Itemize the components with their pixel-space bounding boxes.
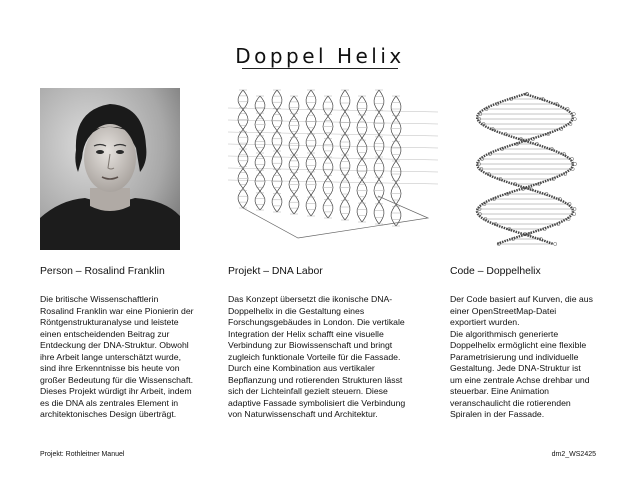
- body-line: Der Code basiert auf Kurven, die aus: [450, 294, 593, 304]
- body-line: Die algorithmisch generierte: [450, 328, 559, 339]
- body-line: Parametrisierung und individuelle: [450, 351, 579, 362]
- body-line: ihre Arbeit lange unterschätzt wurde,: [40, 351, 182, 362]
- page-title: Doppel Helix: [235, 44, 405, 68]
- body-line: Doppelhelix in die Gestaltung eines: [228, 305, 365, 316]
- body-line: Das Konzept übersetzt die ikonische DNA-: [228, 294, 393, 304]
- body-line: Die britische Wissenschaftlerin: [40, 294, 159, 304]
- column-body: [450, 294, 593, 421]
- portrait-photo: [40, 88, 180, 250]
- body-line: zugleich funktionale Vorteile für die Fassade.: [228, 351, 401, 362]
- body-line: großer Bedeutung für die Wissenschaft.: [40, 374, 194, 385]
- body-line: einen entscheidenden Beitrag zur: [40, 328, 170, 339]
- body-line: Verbindung zur Biowissenschaft und bringt: [228, 340, 393, 350]
- body-line: sind ihre Erkenntnisse bis heute von: [40, 363, 180, 373]
- body-line: sich der Lichteinfall gezielt steuern. Diese: [228, 386, 388, 396]
- title-underline: [242, 68, 398, 69]
- body-line: von Naturwissenschaft und Architektur.: [228, 409, 378, 419]
- body-line: Rosalind Franklin war eine Pionierin der: [40, 305, 194, 316]
- column-heading: Projekt – DNA Labor: [228, 266, 323, 277]
- body-line: Spiralen in der Fassade.: [450, 409, 545, 419]
- body-line: um eine zentrale Achse drehbar und: [450, 374, 590, 385]
- body-line: einer OpenStreetMap-Datei: [450, 305, 557, 316]
- body-line: architektonisches Design überträgt.: [40, 409, 177, 419]
- body-line: Bepflanzung und rotierenden Strukturen lässt: [228, 374, 403, 385]
- double-helix-drawing: [450, 88, 600, 250]
- body-line: exportiert wurden.: [450, 317, 520, 327]
- body-line: Doppelhelix ermöglicht eine flexible: [450, 340, 587, 350]
- body-line: steuerbar. Eine Animation: [450, 386, 550, 396]
- body-line: Entdeckung der DNA-Struktur. Obwohl: [40, 340, 189, 350]
- body-line: veranschaulicht die rotierenden: [450, 397, 571, 408]
- footer-author: Projekt: Rothleitner Manuel: [40, 451, 125, 458]
- footer-course-code: dm2_WS2425: [551, 451, 596, 458]
- body-line: Gestaltung. Jede DNA-Struktur ist: [450, 363, 581, 373]
- body-line: adaptive Fassade symbolisiert die Verbindung: [228, 397, 406, 408]
- body-line: Dieses Projekt würdigt ihr Arbeit, indem: [40, 386, 192, 396]
- facade-drawing: [228, 88, 438, 250]
- column-heading: Person – Rosalind Franklin: [40, 266, 165, 277]
- column-body: [228, 294, 405, 421]
- body-line: Forschungsgebäudes in London. Die vertikale: [228, 317, 405, 327]
- body-line: Durch eine Kombination aus vertikaler: [228, 363, 375, 373]
- body-line: es die DNA als zentrales Element in: [40, 397, 179, 408]
- column-body: [40, 294, 194, 421]
- body-line: Integration der Helix schafft eine visuelle: [228, 328, 384, 339]
- body-line: Röntgenstrukturanalyse und leistete: [40, 317, 179, 327]
- column-heading: Code – Doppelhelix: [450, 266, 541, 277]
